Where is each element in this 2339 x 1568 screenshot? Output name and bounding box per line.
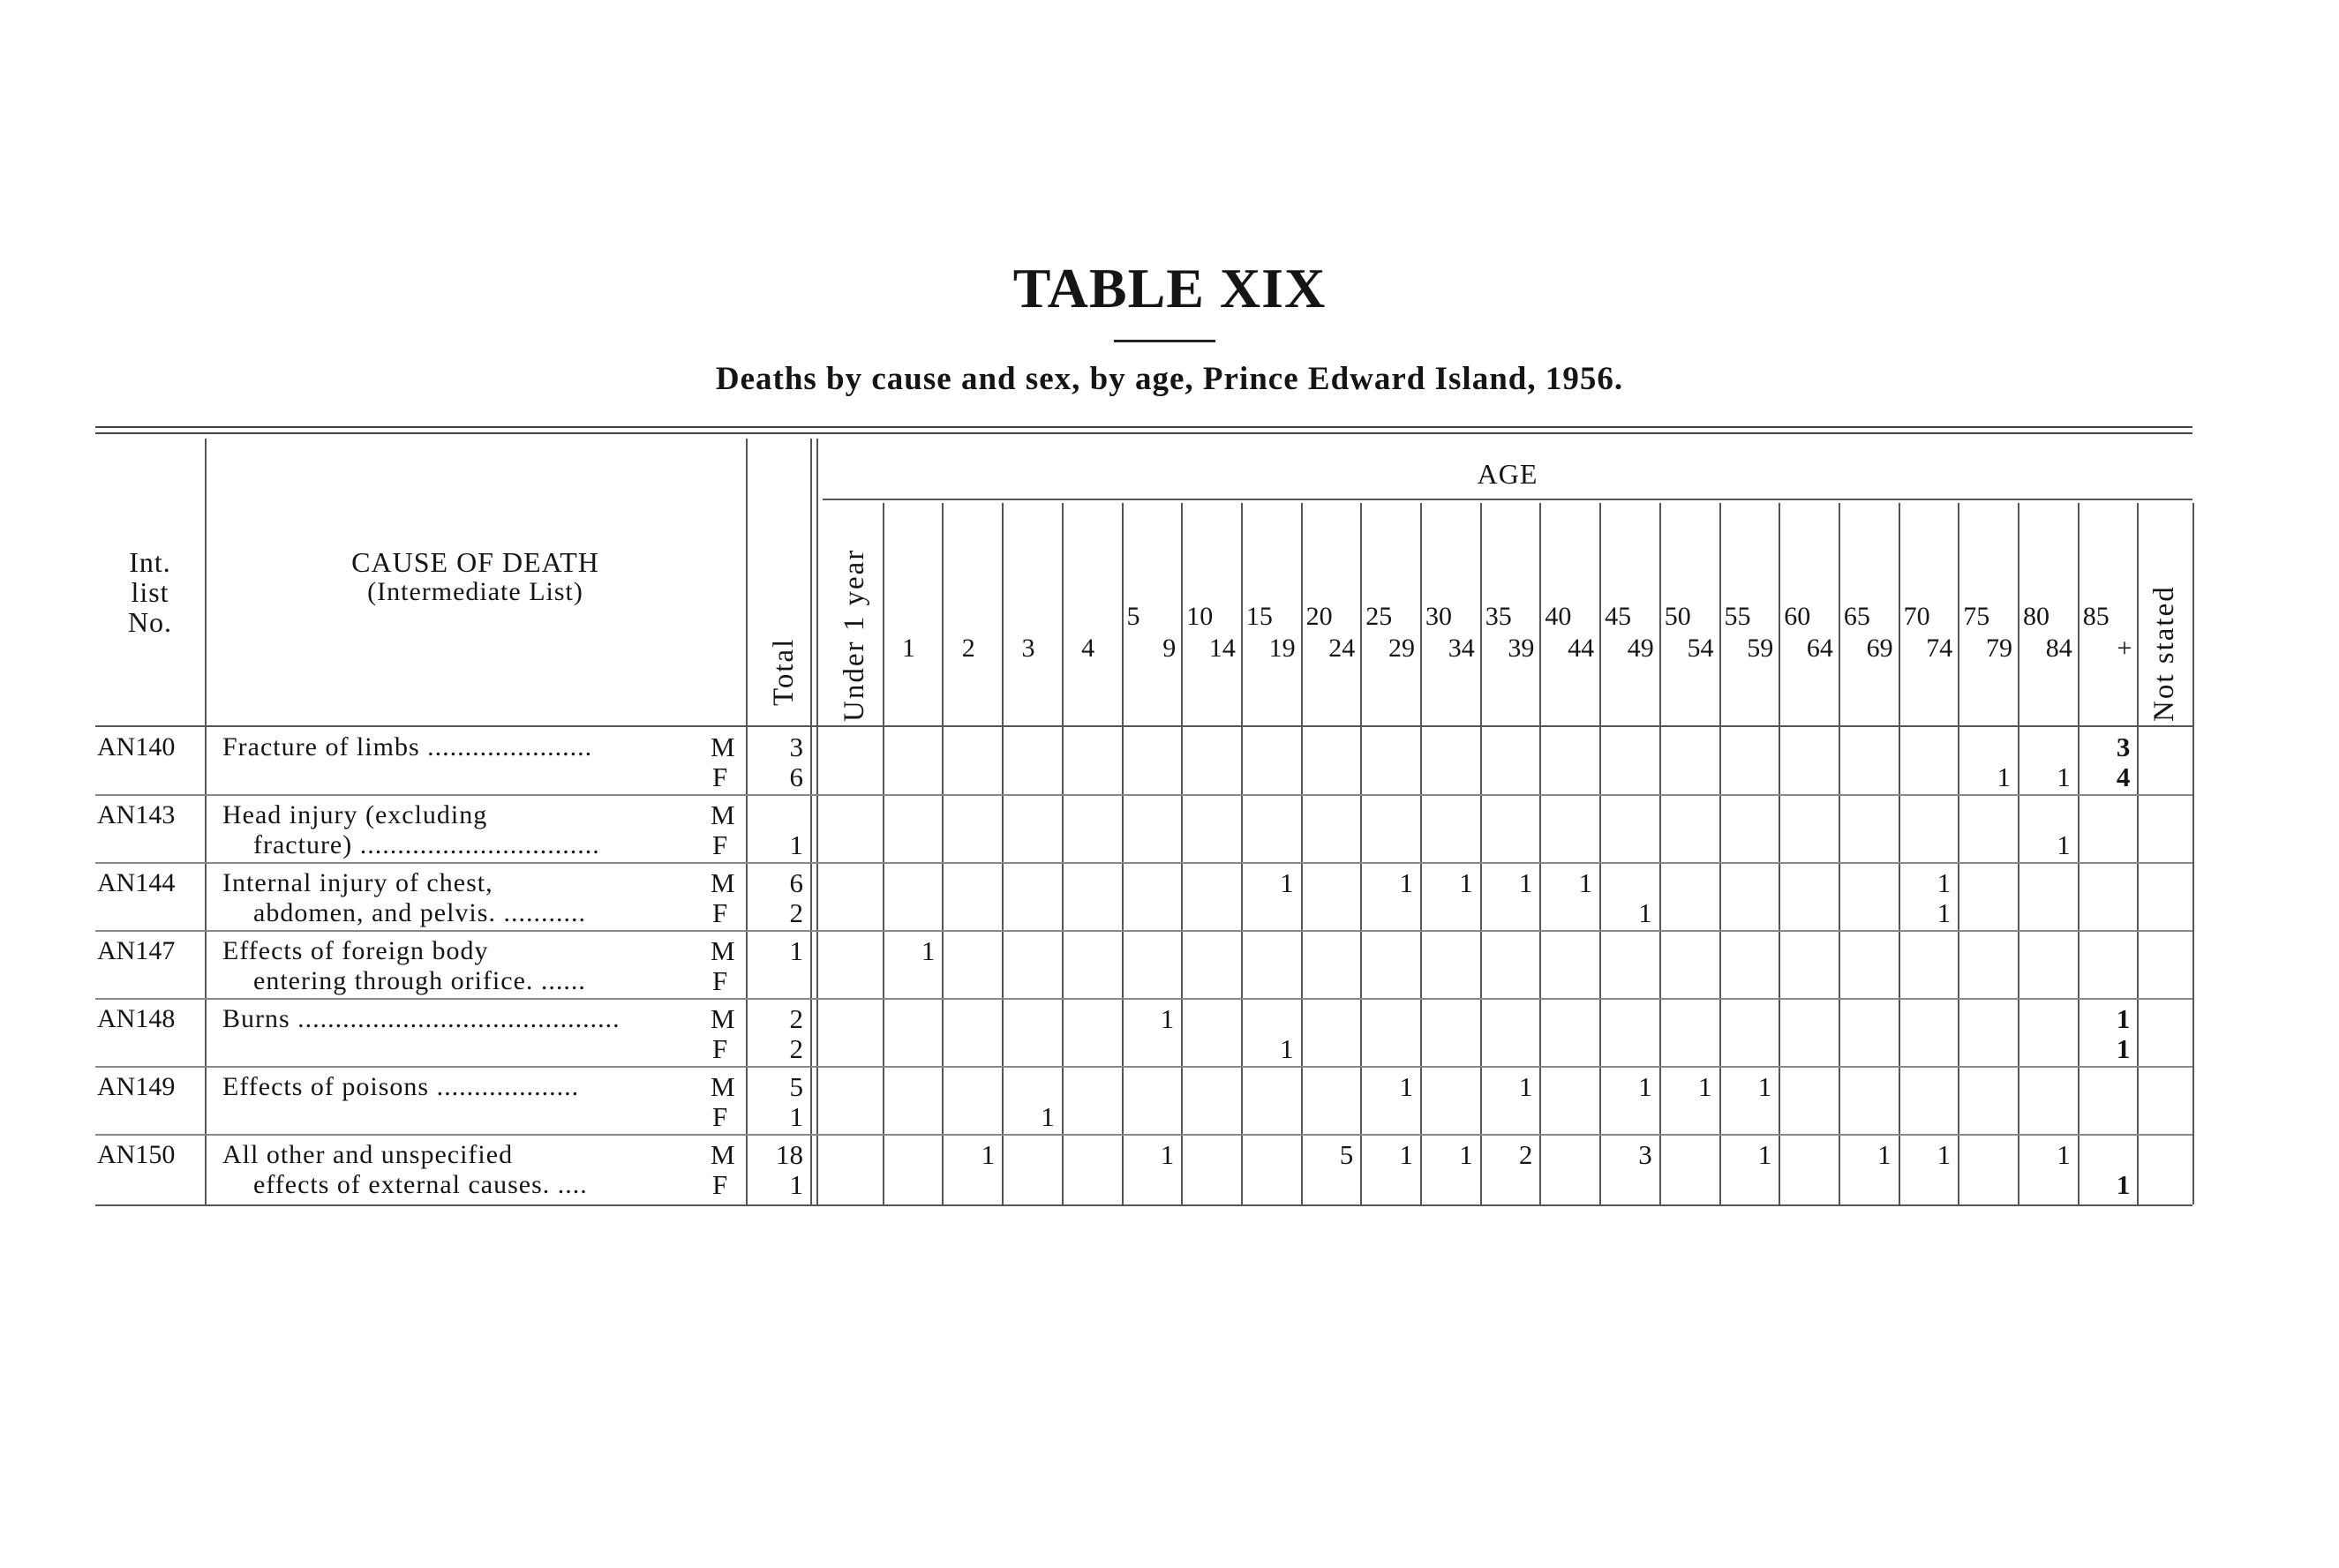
total-male: 6 xyxy=(789,867,803,898)
age-group-header-top: 85 xyxy=(2082,602,2110,631)
row-code: AN140 xyxy=(97,732,176,761)
col-line-age xyxy=(883,503,884,1204)
col-line-age xyxy=(1122,503,1124,1204)
title-underline xyxy=(1114,340,1215,342)
row-cause: Burns ........................................... xyxy=(222,1004,620,1033)
sex-label: F xyxy=(712,897,728,928)
under-1-year-header: Under 1 year xyxy=(839,548,870,722)
col-line-age xyxy=(1539,503,1541,1204)
sex-label: M xyxy=(711,1003,735,1034)
cause-header xyxy=(205,547,746,607)
age-group-header-bottom: 29 xyxy=(1388,634,1415,663)
sex-label: F xyxy=(712,1101,728,1132)
age-group-header-bottom: 64 xyxy=(1806,634,1833,663)
row-separator xyxy=(95,862,2192,864)
col-line-cause xyxy=(746,439,748,1204)
row-separator xyxy=(95,998,2192,1000)
age-group-header-top: 25 xyxy=(1365,602,1393,631)
col-line-age xyxy=(1301,503,1303,1204)
age-group-header-bottom: 44 xyxy=(1568,634,1595,663)
sex-label: M xyxy=(711,935,735,966)
male-age-value: 1 xyxy=(1697,1071,1712,1102)
female-age-value: 1 xyxy=(1997,761,2011,792)
int-list-header-line: No. xyxy=(127,606,173,638)
male-age-value: 1 xyxy=(921,935,936,966)
male-age-value: 1 xyxy=(1399,1139,1413,1170)
int-list-header-line: list xyxy=(131,576,169,608)
male-age-value: 1 xyxy=(1757,1139,1772,1170)
total-header: Total xyxy=(768,637,800,706)
age-group-header-top: 50 xyxy=(1664,602,1691,631)
total-female: 6 xyxy=(789,761,803,792)
female-age-value: 1 xyxy=(1041,1101,1055,1132)
male-age-value: 1 xyxy=(1877,1139,1892,1170)
row-cause: abdomen, and pelvis. ........... xyxy=(253,898,586,927)
sex-label: M xyxy=(711,731,735,762)
age-column-header: 2 xyxy=(961,634,975,663)
age-group-header-bottom: 19 xyxy=(1268,634,1296,663)
male-age-value: 1 xyxy=(2116,1003,2131,1034)
female-age-value: 1 xyxy=(2116,1169,2131,1200)
male-age-value: 1 xyxy=(2057,1139,2071,1170)
sex-label: F xyxy=(712,829,728,860)
age-group-header-top: 30 xyxy=(1425,602,1452,631)
male-age-value: 1 xyxy=(1280,867,1294,898)
col-line-total xyxy=(810,439,812,1204)
col-line-age xyxy=(1779,503,1780,1204)
male-age-value: 1 xyxy=(1160,1139,1175,1170)
female-age-value: 1 xyxy=(2057,761,2071,792)
top-rule-inner xyxy=(95,432,2192,434)
age-group-header-bottom: 69 xyxy=(1866,634,1893,663)
col-line-age xyxy=(2137,503,2139,1204)
male-age-value: 3 xyxy=(1638,1139,1652,1170)
total-female: 1 xyxy=(789,1169,803,1200)
col-line-age xyxy=(1958,503,1959,1204)
age-group-header-bottom: 24 xyxy=(1328,634,1356,663)
row-cause: All other and unspecified xyxy=(222,1140,514,1169)
age-group-header-top: 40 xyxy=(1545,602,1572,631)
age-group-header-bottom: 79 xyxy=(1985,634,2012,663)
table-subtitle: Deaths by cause and sex, by age, Prince Edward Island, 1956. xyxy=(715,361,1624,397)
sex-label: F xyxy=(712,761,728,792)
male-age-value: 3 xyxy=(2116,731,2131,762)
col-line-age xyxy=(1002,503,1004,1204)
table-title: TABLE XIX xyxy=(1012,257,1327,319)
male-age-value: 1 xyxy=(981,1139,996,1170)
col-line-age xyxy=(942,503,944,1204)
cause-header-line: CAUSE OF DEATH xyxy=(351,546,599,578)
age-group-header-bottom: 49 xyxy=(1627,634,1654,663)
male-age-value: 1 xyxy=(1757,1071,1772,1102)
male-age-value: 1 xyxy=(1459,1139,1473,1170)
female-age-value: 1 xyxy=(1280,1033,1294,1064)
row-separator xyxy=(95,1134,2192,1136)
total-female: 1 xyxy=(789,1101,803,1132)
total-male: 5 xyxy=(789,1071,803,1102)
col-line-age xyxy=(1062,503,1064,1204)
row-code: AN147 xyxy=(97,936,176,965)
female-age-value: 1 xyxy=(2116,1033,2131,1064)
age-group-header-top: 45 xyxy=(1605,602,1632,631)
col-line-age xyxy=(2078,503,2080,1204)
row-cause: fracture) ................................ xyxy=(253,830,600,859)
sex-label: F xyxy=(712,1169,728,1200)
col-line-age xyxy=(1420,503,1422,1204)
not-stated-header: Not stated xyxy=(2148,585,2181,722)
female-age-value: 1 xyxy=(1638,897,1652,928)
total-female: 2 xyxy=(789,897,803,928)
age-group-header-bottom: 84 xyxy=(2045,634,2072,663)
age-column-header: 4 xyxy=(1081,634,1095,663)
age-group-header-top: 65 xyxy=(1843,602,1870,631)
age-group-header-top: 75 xyxy=(1963,602,1990,631)
row-code: AN143 xyxy=(97,800,176,829)
age-group-header-bottom: 9 xyxy=(1162,634,1177,663)
sex-label: F xyxy=(712,1033,728,1064)
male-age-value: 1 xyxy=(1578,867,1593,898)
age-header-rule xyxy=(823,499,2192,500)
col-line-age xyxy=(1181,503,1183,1204)
age-group-header-bottom: 74 xyxy=(1926,634,1953,663)
sex-label: M xyxy=(711,1071,735,1102)
top-rule xyxy=(95,426,2192,428)
row-separator xyxy=(95,794,2192,796)
age-column-header: 3 xyxy=(1021,634,1035,663)
row-cause: Head injury (excluding xyxy=(222,800,488,829)
col-line-age xyxy=(1899,503,1900,1204)
age-group-header-bottom: 59 xyxy=(1747,634,1774,663)
col-line-right xyxy=(2192,503,2194,1204)
male-age-value: 1 xyxy=(1937,1139,1952,1170)
col-line-total-dbl xyxy=(816,439,818,1204)
cause-header-line: (Intermediate List) xyxy=(367,577,583,606)
total-male: 1 xyxy=(789,935,803,966)
row-code: AN148 xyxy=(97,1004,176,1033)
sex-label: M xyxy=(711,799,735,830)
row-code: AN150 xyxy=(97,1140,176,1169)
male-age-value: 1 xyxy=(1638,1071,1652,1102)
age-group-header-bottom: 39 xyxy=(1508,634,1535,663)
sex-label: M xyxy=(711,1139,735,1170)
total-male: 2 xyxy=(789,1003,803,1034)
age-group-header-bottom: 54 xyxy=(1687,634,1714,663)
total-male: 3 xyxy=(789,731,803,762)
row-cause: effects of external causes. .... xyxy=(253,1170,588,1199)
int-list-header xyxy=(95,547,205,637)
row-cause: Effects of foreign body xyxy=(222,936,489,965)
age-group-header-bottom: 14 xyxy=(1208,634,1236,663)
row-separator xyxy=(95,1066,2192,1068)
table-bottom-rule xyxy=(95,1204,2192,1206)
total-female: 2 xyxy=(789,1033,803,1064)
age-group-header-top: 10 xyxy=(1186,602,1214,631)
row-code: AN144 xyxy=(97,868,176,897)
male-age-value: 1 xyxy=(1937,867,1952,898)
age-group-header-top: 70 xyxy=(1903,602,1930,631)
male-age-value: 2 xyxy=(1518,1139,1533,1170)
female-age-value: 1 xyxy=(1937,897,1952,928)
sex-label: F xyxy=(712,965,728,996)
total-female: 1 xyxy=(789,829,803,860)
sex-label: M xyxy=(711,867,735,898)
female-age-value: 1 xyxy=(2057,829,2071,860)
male-age-value: 1 xyxy=(1399,867,1413,898)
age-group-header-top: 15 xyxy=(1245,602,1273,631)
int-list-header-line: Int. xyxy=(129,546,171,578)
male-age-value: 1 xyxy=(1459,867,1473,898)
row-cause: Fracture of limbs ...................... xyxy=(222,732,593,761)
male-age-value: 1 xyxy=(1399,1071,1413,1102)
row-code: AN149 xyxy=(97,1072,176,1101)
total-male: 18 xyxy=(776,1139,803,1170)
male-age-value: 1 xyxy=(1518,1071,1533,1102)
age-header: AGE xyxy=(1477,458,1538,490)
age-group-header-top: 55 xyxy=(1724,602,1751,631)
age-column-header: 1 xyxy=(902,634,916,663)
age-group-header-bottom: 34 xyxy=(1448,634,1475,663)
row-cause: entering through orifice. ...... xyxy=(253,966,586,995)
age-group-header-top: 80 xyxy=(2023,602,2049,631)
age-group-header-top: 35 xyxy=(1485,602,1512,631)
male-age-value: 5 xyxy=(1339,1139,1354,1170)
row-cause: Internal injury of chest, xyxy=(222,868,493,897)
age-group-header-bottom: + xyxy=(2117,634,2132,663)
col-line-age xyxy=(1241,503,1243,1204)
male-age-value: 1 xyxy=(1160,1003,1175,1034)
female-age-value: 4 xyxy=(2116,761,2131,792)
col-line-age xyxy=(1839,503,1840,1204)
row-cause: Effects of poisons ................... xyxy=(222,1072,580,1101)
male-age-value: 1 xyxy=(1518,867,1533,898)
header-bottom-rule xyxy=(95,725,2192,727)
age-group-header-top: 20 xyxy=(1305,602,1333,631)
age-group-header-top: 60 xyxy=(1784,602,1811,631)
row-separator xyxy=(95,930,2192,932)
age-group-header-top: 5 xyxy=(1126,602,1140,631)
